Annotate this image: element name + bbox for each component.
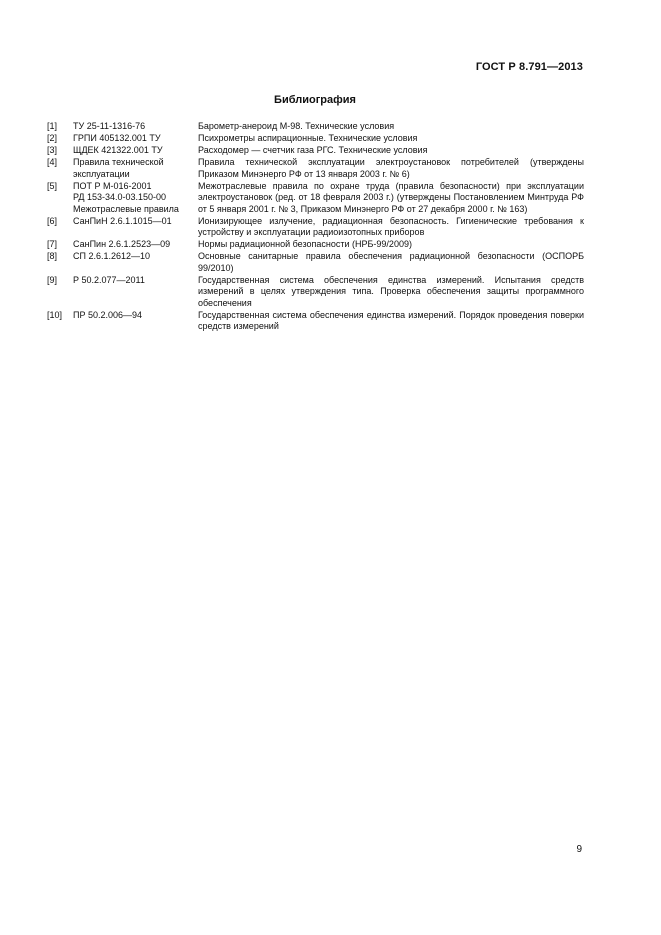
entry-description: Государственная система обеспечения единства измерений. Порядок проведения поверки средств измерений [198, 309, 584, 331]
bibliography-entry [47, 133, 584, 145]
entry-reference-line: Межотраслевые правила [73, 203, 179, 214]
bibliography-entry [47, 157, 584, 180]
bibliography-title: Библиография [274, 94, 356, 106]
entry-reference [73, 239, 198, 251]
entry-description: Государственная система обеспечения единства измерений. Испытания средств измерений в целях утверждения типа. Проверка обеспечения защиты программного обеспечения [198, 274, 584, 308]
entry-number: [9] [47, 274, 58, 285]
bibliography-list [47, 121, 584, 333]
bibliography-entry [47, 145, 584, 157]
entry-reference-line: ТУ 25-11-1316-76 [73, 121, 146, 131]
entry-reference-line: ГРПИ 405132.001 ТУ [73, 133, 161, 143]
bibliography-entry [47, 310, 584, 333]
entry-number: [1] [47, 121, 58, 131]
bibliography-entry [47, 121, 584, 133]
entry-description: Правила технической эксплуатации электроустановок потребителей (утверждены Приказом Минэнерго РФ от 13 января 2003 г. № 6) [198, 157, 584, 179]
entry-description: Психрометры аспирационные. Технические условия [198, 133, 418, 143]
entry-reference [73, 251, 198, 274]
entry-number: [5] [47, 180, 58, 191]
bibliography-entry [47, 251, 584, 274]
entry-reference [73, 121, 198, 133]
entry-description: Ионизирующее излучение, радиационная безопасность. Гигиенические требования к устройству и эксплуатации радиоизотопных приборов [198, 215, 584, 237]
entry-reference-line: Правила технической [73, 157, 164, 167]
entry-number: [3] [47, 145, 58, 155]
entry-description: Барометр-анероид М-98. Технические условия [198, 121, 395, 131]
entry-reference [73, 181, 198, 216]
page-number: 9 [576, 844, 582, 855]
entry-description: Нормы радиационной безопасности (НРБ-99/2009) [198, 239, 412, 249]
entry-reference [73, 157, 198, 180]
entry-description: Межотраслевые правила по охране труда (правила безопасности) при эксплуатации электроустановок (ред. от 18 февраля 2003 г.) (утверждены Постановлением Минтруда РФ от 5 января 2001 г. № 3, Приказом Минэнерго РФ от 27 декабря 2000 г. № 163) [198, 180, 584, 214]
entry-reference-line: Р 50.2.077—2011 [73, 274, 145, 285]
entry-number: [6] [47, 215, 58, 226]
entry-reference [73, 145, 198, 157]
bibliography-entry [47, 275, 584, 310]
entry-number: [10] [47, 309, 63, 320]
bibliography-entry [47, 181, 584, 216]
entry-reference-line: ПОТ Р М-016-2001 [73, 180, 152, 191]
entry-reference-line: СанПин 2.6.1.2523—09 [73, 239, 171, 249]
entry-reference-line: ПР 50.2.006—94 [73, 309, 143, 320]
entry-reference [73, 216, 198, 239]
entry-description: Основные санитарные правила обеспечения радиационной безопасности (ОСПОРБ 99/2010) [198, 251, 584, 273]
bibliography-entry [47, 239, 584, 251]
entry-reference [73, 275, 198, 310]
entry-number: [4] [47, 157, 58, 167]
document-code: ГОСТ Р 8.791—2013 [475, 61, 583, 73]
entry-reference [73, 133, 198, 145]
entry-reference-line: СП 2.6.1.2612—10 [73, 251, 151, 261]
entry-number: [2] [47, 133, 58, 143]
entry-reference-line: РД 153-34.0-03.150-00 [73, 192, 167, 202]
entry-number: [7] [47, 239, 58, 249]
entry-description: Расходомер — счетчик газа РГС. Технические условия [198, 145, 428, 155]
entry-reference-line: эксплуатации [73, 168, 130, 179]
entry-reference-line: СанПиН 2.6.1.1015—01 [73, 215, 172, 226]
entry-number: [8] [47, 251, 58, 261]
bibliography-entry [47, 216, 584, 239]
entry-reference-line: ЩДЕК 421322.001 ТУ [73, 145, 163, 155]
entry-reference [73, 310, 198, 333]
